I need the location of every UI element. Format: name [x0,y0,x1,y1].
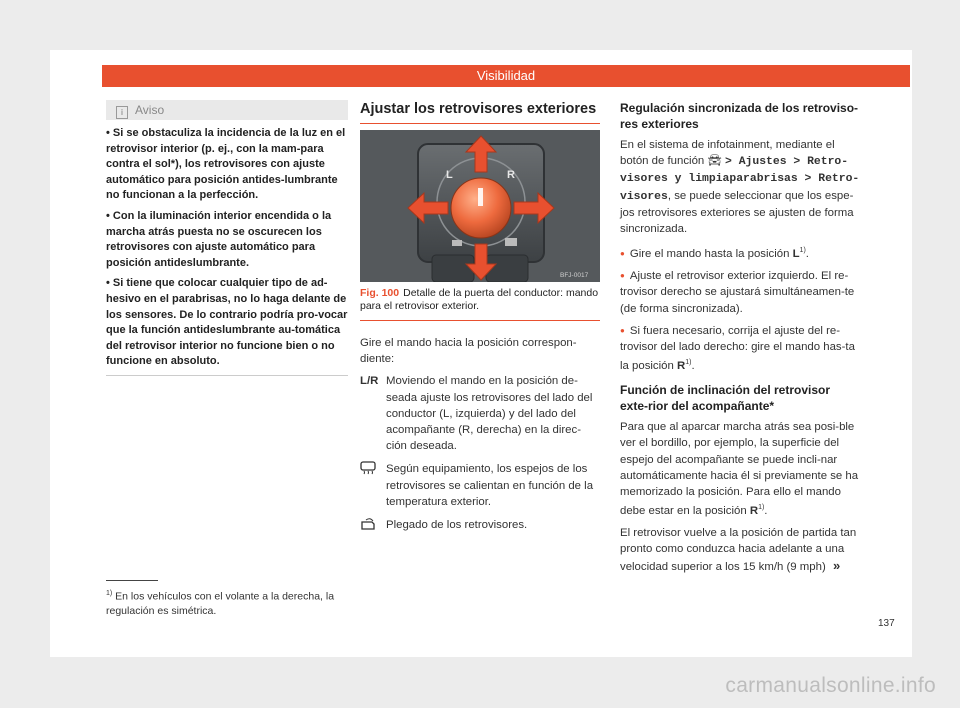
notice-item: • Con la iluminación interior encendida o la marcha atrás puesta no se oscurecen los retrovisores con ajuste automático para posición antideslumbrante. [106,209,332,269]
footnote-text: En los vehículos con el volante a la derecha, la regulación es simétrica. [106,590,335,617]
manual-page [50,50,912,657]
sync-column [620,100,860,581]
mirror-control-figure [360,130,600,282]
tilt-title: Función de inclinación del retrovisor exte-rior del acompañante* [620,383,831,414]
step-bullet: ● Gire el mando hasta la posición $L^{1)}$. [620,243,860,262]
figure-caption [360,282,600,321]
step-bullet: ● Ajuste el retrovisor exterior izquierdo. El re-trovisor derecho se ajustará simultáneamen-te (de forma sincronizada). [620,268,860,317]
mirror-adjust-column [360,100,600,543]
section-header: Visibilidad [102,65,910,87]
menu-path: > Ajustes > Retro-visores y limpiaparabrisas > Retro-visores [620,156,860,203]
figure-code: BFJ-0017 [560,272,589,279]
warning-column [106,100,348,376]
intro-paragraph: Gire el mando hacia la posición correspon-diente: [360,337,577,366]
definition-row [360,373,600,454]
sync-title: Regulación sincronizada de los retroviso-res exteriores [620,101,859,131]
notice-divider [106,375,348,376]
continue-marker: » [832,557,841,573]
page-number: 137 [878,618,895,629]
control-definitions [360,373,600,536]
footnote-mark: 1) [106,590,113,597]
footnote-divider [106,580,158,581]
figure-label-l: L [446,169,453,181]
mirror-fold-icon [360,517,376,531]
notice-title: Aviso [135,103,165,117]
watermark: carmanualsonline.info [725,674,936,697]
sync-paragraph: En el sistema de infotainment, mediante el botón de función 🚘︎ > Ajustes > Retro-visores y limpiaparabrisas > Retro-visores, se puede seleccionar que los espe-jos retrovisores exteriores se ajusten de forma sincronizada. [620,139,860,236]
mirror-knob-illustration [360,130,600,282]
definition-desc: Según equipamiento, los espejos de los retrovisores se calientan en función de la temperatura exterior. [386,463,594,508]
tilt-paragraph: El retrovisor vuelve a la posición de partida tan pronto como conduzca hacia adelante a una velocidad superior a los 15 km/h (9 mph) » [620,527,857,573]
figure-caption-text: Detalle de la puerta del conductor: mando para el retrovisor exterior. [360,287,599,312]
definition-row [360,517,600,536]
car-icon: 🚘︎ [707,155,722,168]
footnote [106,587,348,618]
definition-row [360,461,600,510]
info-icon: i [116,106,128,119]
notice-body [106,120,348,370]
notice-item: • Si tiene que colocar cualquier tipo de ad-hesivo en el parabrisas, no lo haga delante de los sensores. De lo contrario podría pro-vocar que la función antideslumbrante au-tomática del retrovisor interior no funcione bien o no funcione en absoluto. [106,277,348,368]
definition-desc: Moviendo el mando en la posición de-seada ajuste los retrovisores del lado del conductor (L, izquierda) y del lado del acompañante (R, derecha) en la direc-ción deseada. [386,375,593,453]
mirror-heating-icon [360,461,376,475]
definition-desc: Plegado de los retrovisores. [386,519,528,532]
figure-label-r: R [507,169,515,181]
tilt-paragraph: Para que al aparcar marcha atrás sea posi-ble ver el bordillo, por ejemplo, la superficie del espejo del acompañante se puede incli-nar automáticamente hacia él si previamente se ha memorizado la posición. Para ello el mando debe estar en la posición $R^{1)}$. [620,421,859,518]
definition-term: L/R [360,375,379,388]
section-title: Ajustar los retrovisores exteriores [360,100,600,124]
notice-item: • Si se obstaculiza la incidencia de la luz en el retrovisor interior (p. ej., con la mam-para contra el sol*), los retrovisores con ajuste automático para posición antides-lumbrante no funcionan a la perfección. [106,127,346,202]
figure-number: Fig. 100 [360,287,400,299]
notice-header [106,100,348,120]
step-bullet: ● Si fuera necesario, corrija el ajuste del re-trovisor del lado derecho: gire el mando has-ta la posición $R^{1)}$. [620,323,860,374]
